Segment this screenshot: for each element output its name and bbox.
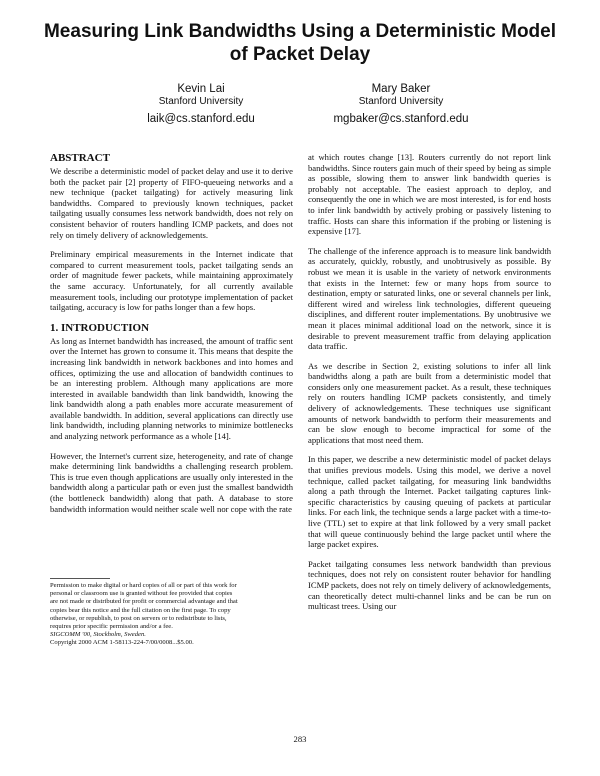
author-affiliation: Stanford University	[158, 96, 244, 107]
author-name: Mary Baker	[371, 83, 431, 95]
footnote-rule	[50, 578, 110, 579]
footnote-line: SIGCOMM '00, Stockholm, Sweden.	[50, 631, 146, 639]
right-paragraph-5: Packet tailgating consumes less network bandwidth than previous techniques, does not rely on consistent router behavior for handling ICMP packets, does not rely on timely delivery of acknowledgements, can theoretically detect multi-channel links and be can be run on multicast trees. Using our	[308, 558, 551, 612]
author-affiliation: Stanford University	[358, 96, 444, 107]
page-number: 283	[293, 734, 307, 744]
footnote-line: otherwise, or republish, to post on servers or to redistribute to lists,	[50, 614, 227, 622]
abstract-paragraph-2: Preliminary empirical measurements in the Internet indicate that compared to current measurement tools, packet tailgating sends an order of magnitude fewer packets, while maintaining approximately the same accuracy. Unfortunately, for all currently available measurement tools, including our prototype implementation of packet tailgating, accuracy is low for paths longer than a few hops.	[50, 249, 293, 313]
author-name: Kevin Lai	[177, 83, 225, 95]
left-column	[50, 152, 293, 523]
copyright-footnote	[50, 578, 293, 648]
footnote-line: are not made or distributed for profit or commercial advantage and that	[50, 598, 238, 606]
footnote-line: Permission to make digital or hard copies of all or part of this work for	[50, 582, 237, 589]
abstract-paragraph-1: We describe a deterministic model of packet delay and use it to derive both the packet pair [2] property of FIFO-queueing networks and a new technique (packet tailgating) for actively measuring link bandwidths. Compared to previously known techniques, packet tailgating usually consumes less network bandwidth, does not rely on consistent behavior of routers handling ICMP packets, and does not rely on timely delivery of acknowledgements.	[50, 166, 293, 240]
author-email: laik@cs.stanford.edu	[147, 113, 255, 125]
author-block-2	[296, 82, 506, 127]
footnote-line: Copyright 2000 ACM 1-58113-224-7/00/0008...$5.00.	[50, 639, 194, 647]
intro-paragraph-2: However, the Internet's current size, heterogeneity, and rate of change make determining link bandwidths a challenging research problem. This is true even though applications are usually only interested in the bandwidth along a particular path or even just the smallest bandwidth (the bottleneck bandwidth) along that path. A database to store bandwidth information would neither scale well nor cope with the rate	[50, 450, 293, 514]
right-paragraph-3: As we describe in Section 2, existing solutions to infer all link bandwidths along a path are built from a deterministic model that considers only one measurement packet. As a result, these techniques rely on routers handling ICMP packets consistently, and timely delivery of acknowledgements. These techniques use significant amounts of network bandwidth to perform their measurements and can be slow enough to become impractical for some of the applications that most need them.	[308, 360, 551, 445]
abstract-heading: ABSTRACT	[50, 152, 110, 164]
footnote-line: copies bear this notice and the full citation on the first page. To copy	[50, 606, 231, 614]
right-column	[308, 152, 551, 621]
introduction-heading: 1. INTRODUCTION	[50, 321, 150, 334]
right-paragraph-4: In this paper, we describe a new deterministic model of packet delays that unifies previous models. Using this model, we derive a novel technique, called packet tailgating, for measuring link bandwidths along a path through the Internet. Packet tailgating captures link-specific characteristics by causing queuing of packets at particular links. For each link, the technique sends a large packet with a time-to-live (TTL) set to expire at that link followed by a very small packet that will queue continuously behind the large packet until where the large packet expires.	[308, 454, 551, 550]
right-paragraph-1: at which routes change [13]. Routers currently do not report link bandwidths. Since routers gain much of their speed by being as simple as possible, slowing them to answer link bandwidth queries is probably not acceptable. The easiest approach to deploy, and consequently the one in which we are most interested, is for end hosts to infer link bandwidth by actively probing or passively listening to traffic. Hosts can share this information if the probing or listening is expensive [17].	[308, 152, 551, 237]
footnote-line: requires prior specific permission and/or a fee.	[50, 623, 173, 631]
author-email: mgbaker@cs.stanford.edu	[333, 113, 469, 125]
intro-paragraph-1: As long as Internet bandwidth has increased, the amount of traffic sent over the Internet has grown to consume it. This means that despite the increasing link bandwidth in network backbones and into homes and offices, optimizing the use and allocation of bandwidth continues to be an interesting problem. Although many applications are more interested in available bandwidth than link bandwidth, knowing the link bandwidth along a path enables more accurate measurement of available bandwidth. In addition, several applications can directly use link bandwidth, including planning networks to minimize bottlenecks and analyzing network performance as a whole [14].	[50, 335, 293, 442]
author-block-1	[96, 82, 306, 127]
right-paragraph-2: The challenge of the inference approach is to measure link bandwidth as accurately, quickly, robustly, and unobtrusively as possible. By robust we mean it is usable in the variety of network environments that exists in the Internet: few or many hops from source to destination, empty or saturated links, one or several channels per link, different wired and wireless link technologies, different queueing disciplines, and different router implementations. By unobtrusive we mean it places minimal additional load on the network, since it is desirable to prevent measurement traffic from delaying application data traffic.	[308, 245, 551, 352]
paper-title: Measuring Link Bandwidths Using a Deterministic Model of Packet Delay	[43, 21, 557, 65]
footnote-line: personal or classroom use is granted without fee provided that copies	[50, 590, 233, 598]
